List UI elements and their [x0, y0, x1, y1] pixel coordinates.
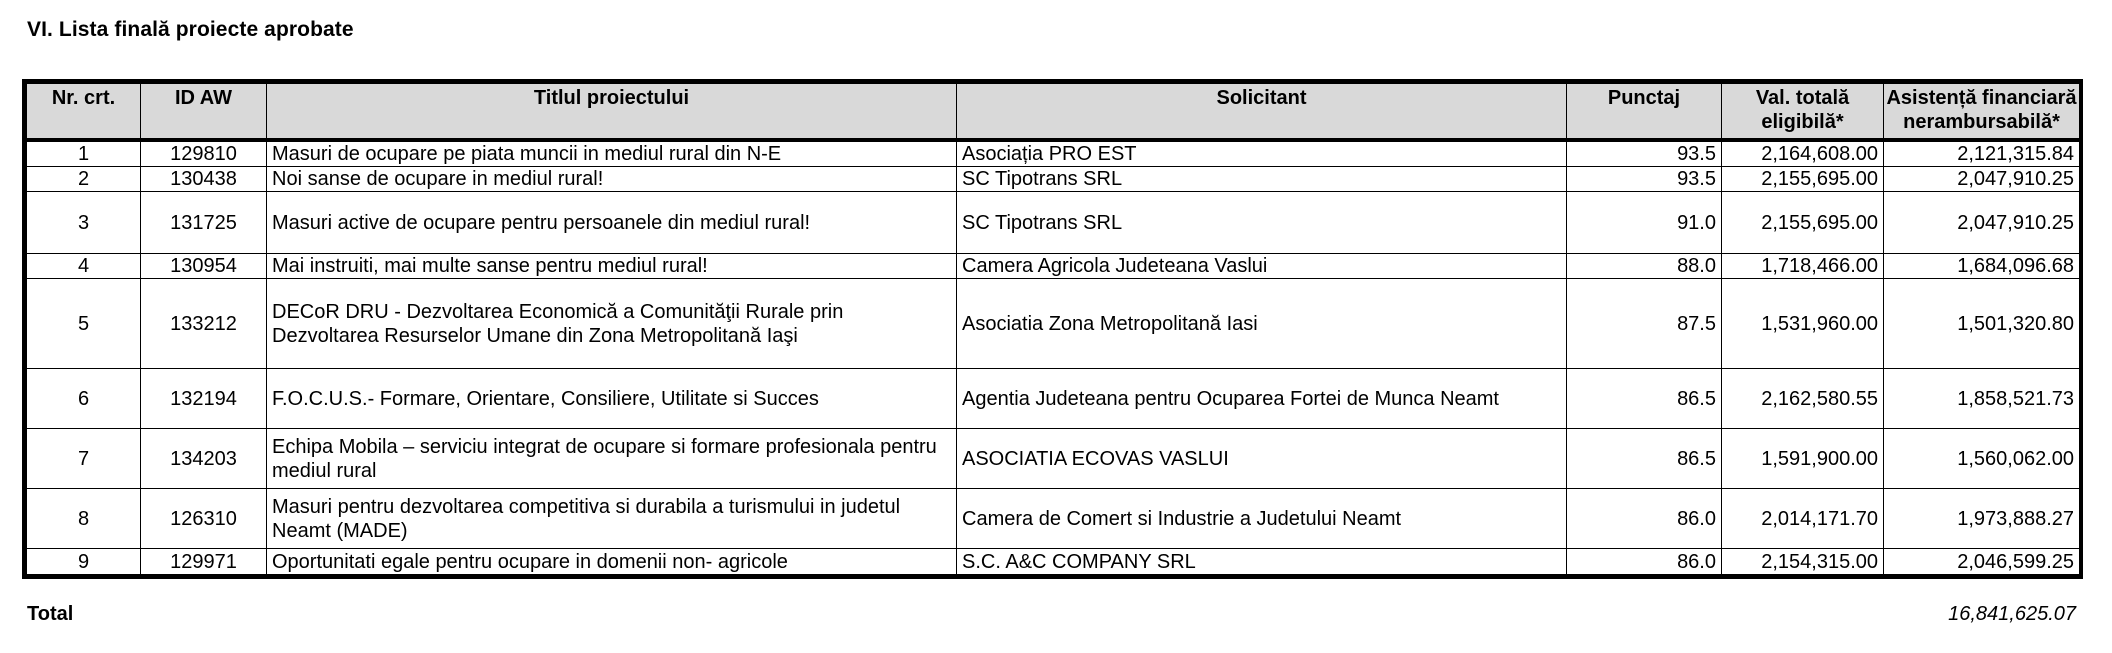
table-row: [27, 192, 2080, 254]
cell-nr: 4: [27, 254, 141, 279]
header-applicant: Solicitant: [957, 84, 1567, 141]
cell-id: 130954: [141, 254, 267, 279]
cell-total-eligible: 1,531,960.00: [1722, 279, 1884, 369]
table-row: [27, 254, 2080, 279]
cell-id: 126310: [141, 489, 267, 549]
cell-id: 132194: [141, 369, 267, 429]
cell-total-eligible: 1,718,466.00: [1722, 254, 1884, 279]
cell-grant: 1,973,888.27: [1884, 489, 2080, 549]
cell-title: Masuri de ocupare pe piata muncii in mediul rural din N-E: [267, 140, 957, 167]
cell-title: Oportunitati egale pentru ocupare in domenii non- agricole: [267, 549, 957, 575]
table-row: [27, 369, 2080, 429]
header-title: Titlul proiectului: [267, 84, 957, 141]
cell-score: 86.5: [1567, 429, 1722, 489]
cell-total-eligible: 2,014,171.70: [1722, 489, 1884, 549]
cell-nr: 5: [27, 279, 141, 369]
table-row: [27, 429, 2080, 489]
cell-title: Masuri active de ocupare pentru persoanele din mediul rural!: [267, 192, 957, 254]
table-row: [27, 489, 2080, 549]
cell-nr: 3: [27, 192, 141, 254]
cell-grant: 1,501,320.80: [1884, 279, 2080, 369]
cell-applicant: SC Tipotrans SRL: [957, 167, 1567, 192]
cell-nr: 6: [27, 369, 141, 429]
cell-id: 134203: [141, 429, 267, 489]
cell-grant: 2,121,315.84: [1884, 140, 2080, 167]
cell-score: 86.5: [1567, 369, 1722, 429]
cell-nr: 9: [27, 549, 141, 575]
cell-score: 87.5: [1567, 279, 1722, 369]
cell-applicant: Agentia Judeteana pentru Ocuparea Fortei de Munca Neamt: [957, 369, 1567, 429]
projects-table: [26, 83, 2080, 575]
cell-title: Masuri pentru dezvoltarea competitiva si durabila a turismului in judetul Neamt (MADE): [267, 489, 957, 549]
cell-id: 130438: [141, 167, 267, 192]
cell-grant: 1,560,062.00: [1884, 429, 2080, 489]
header-nr: Nr. crt.: [27, 84, 141, 141]
cell-id: 133212: [141, 279, 267, 369]
header-id: ID AW: [141, 84, 267, 141]
cell-nr: 7: [27, 429, 141, 489]
cell-applicant: SC Tipotrans SRL: [957, 192, 1567, 254]
cell-title: Mai instruiti, mai multe sanse pentru mediul rural!: [267, 254, 957, 279]
table-row: [27, 279, 2080, 369]
cell-score: 93.5: [1567, 167, 1722, 192]
cell-score: 93.5: [1567, 140, 1722, 167]
cell-total-eligible: 2,164,608.00: [1722, 140, 1884, 167]
cell-applicant: ASOCIATIA ECOVAS VASLUI: [957, 429, 1567, 489]
cell-total-eligible: 2,155,695.00: [1722, 192, 1884, 254]
cell-score: 88.0: [1567, 254, 1722, 279]
cell-total-eligible: 2,155,695.00: [1722, 167, 1884, 192]
cell-grant: 1,684,096.68: [1884, 254, 2080, 279]
cell-title: F.O.C.U.S.- Formare, Orientare, Consiliere, Utilitate si Succes: [267, 369, 957, 429]
cell-score: 91.0: [1567, 192, 1722, 254]
cell-id: 129810: [141, 140, 267, 167]
cell-applicant: Asociația PRO EST: [957, 140, 1567, 167]
table-row: [27, 140, 2080, 167]
cell-applicant: Asociatia Zona Metropolitană Iasi: [957, 279, 1567, 369]
cell-grant: 2,046,599.25: [1884, 549, 2080, 575]
approved-projects-table: [22, 79, 2083, 579]
cell-id: 131725: [141, 192, 267, 254]
cell-grant: 1,858,521.73: [1884, 369, 2080, 429]
cell-total-eligible: 2,162,580.55: [1722, 369, 1884, 429]
cell-nr: 8: [27, 489, 141, 549]
cell-score: 86.0: [1567, 489, 1722, 549]
cell-id: 129971: [141, 549, 267, 575]
cell-score: 86.0: [1567, 549, 1722, 575]
table-header-row: [27, 84, 2080, 141]
table-row: [27, 167, 2080, 192]
total-label: Total: [27, 603, 74, 625]
header-total-eligible: Val. totală eligibilă*: [1722, 84, 1884, 141]
cell-title: Noi sanse de ocupare in mediul rural!: [267, 167, 957, 192]
header-grant: Asistență financiară nerambursabilă*: [1884, 84, 2080, 141]
total-value: 16,841,625.07: [1948, 603, 2076, 625]
cell-title: Echipa Mobila – serviciu integrat de ocupare si formare profesionala pentru mediul rural: [267, 429, 957, 489]
cell-title: DECoR DRU - Dezvoltarea Economică a Comunităţii Rurale prin Dezvoltarea Resurselor Umane din Zona Metropolitană Iaşi: [267, 279, 957, 369]
cell-applicant: Camera de Comert si Industrie a Judetului Neamt: [957, 489, 1567, 549]
header-score: Punctaj: [1567, 84, 1722, 141]
cell-total-eligible: 1,591,900.00: [1722, 429, 1884, 489]
cell-grant: 2,047,910.25: [1884, 192, 2080, 254]
section-title: VI. Lista finală proiecte aprobate: [27, 18, 354, 41]
table-row: [27, 549, 2080, 575]
cell-applicant: S.C. A&C COMPANY SRL: [957, 549, 1567, 575]
cell-total-eligible: 2,154,315.00: [1722, 549, 1884, 575]
cell-grant: 2,047,910.25: [1884, 167, 2080, 192]
cell-applicant: Camera Agricola Judeteana Vaslui: [957, 254, 1567, 279]
cell-nr: 1: [27, 140, 141, 167]
cell-nr: 2: [27, 167, 141, 192]
